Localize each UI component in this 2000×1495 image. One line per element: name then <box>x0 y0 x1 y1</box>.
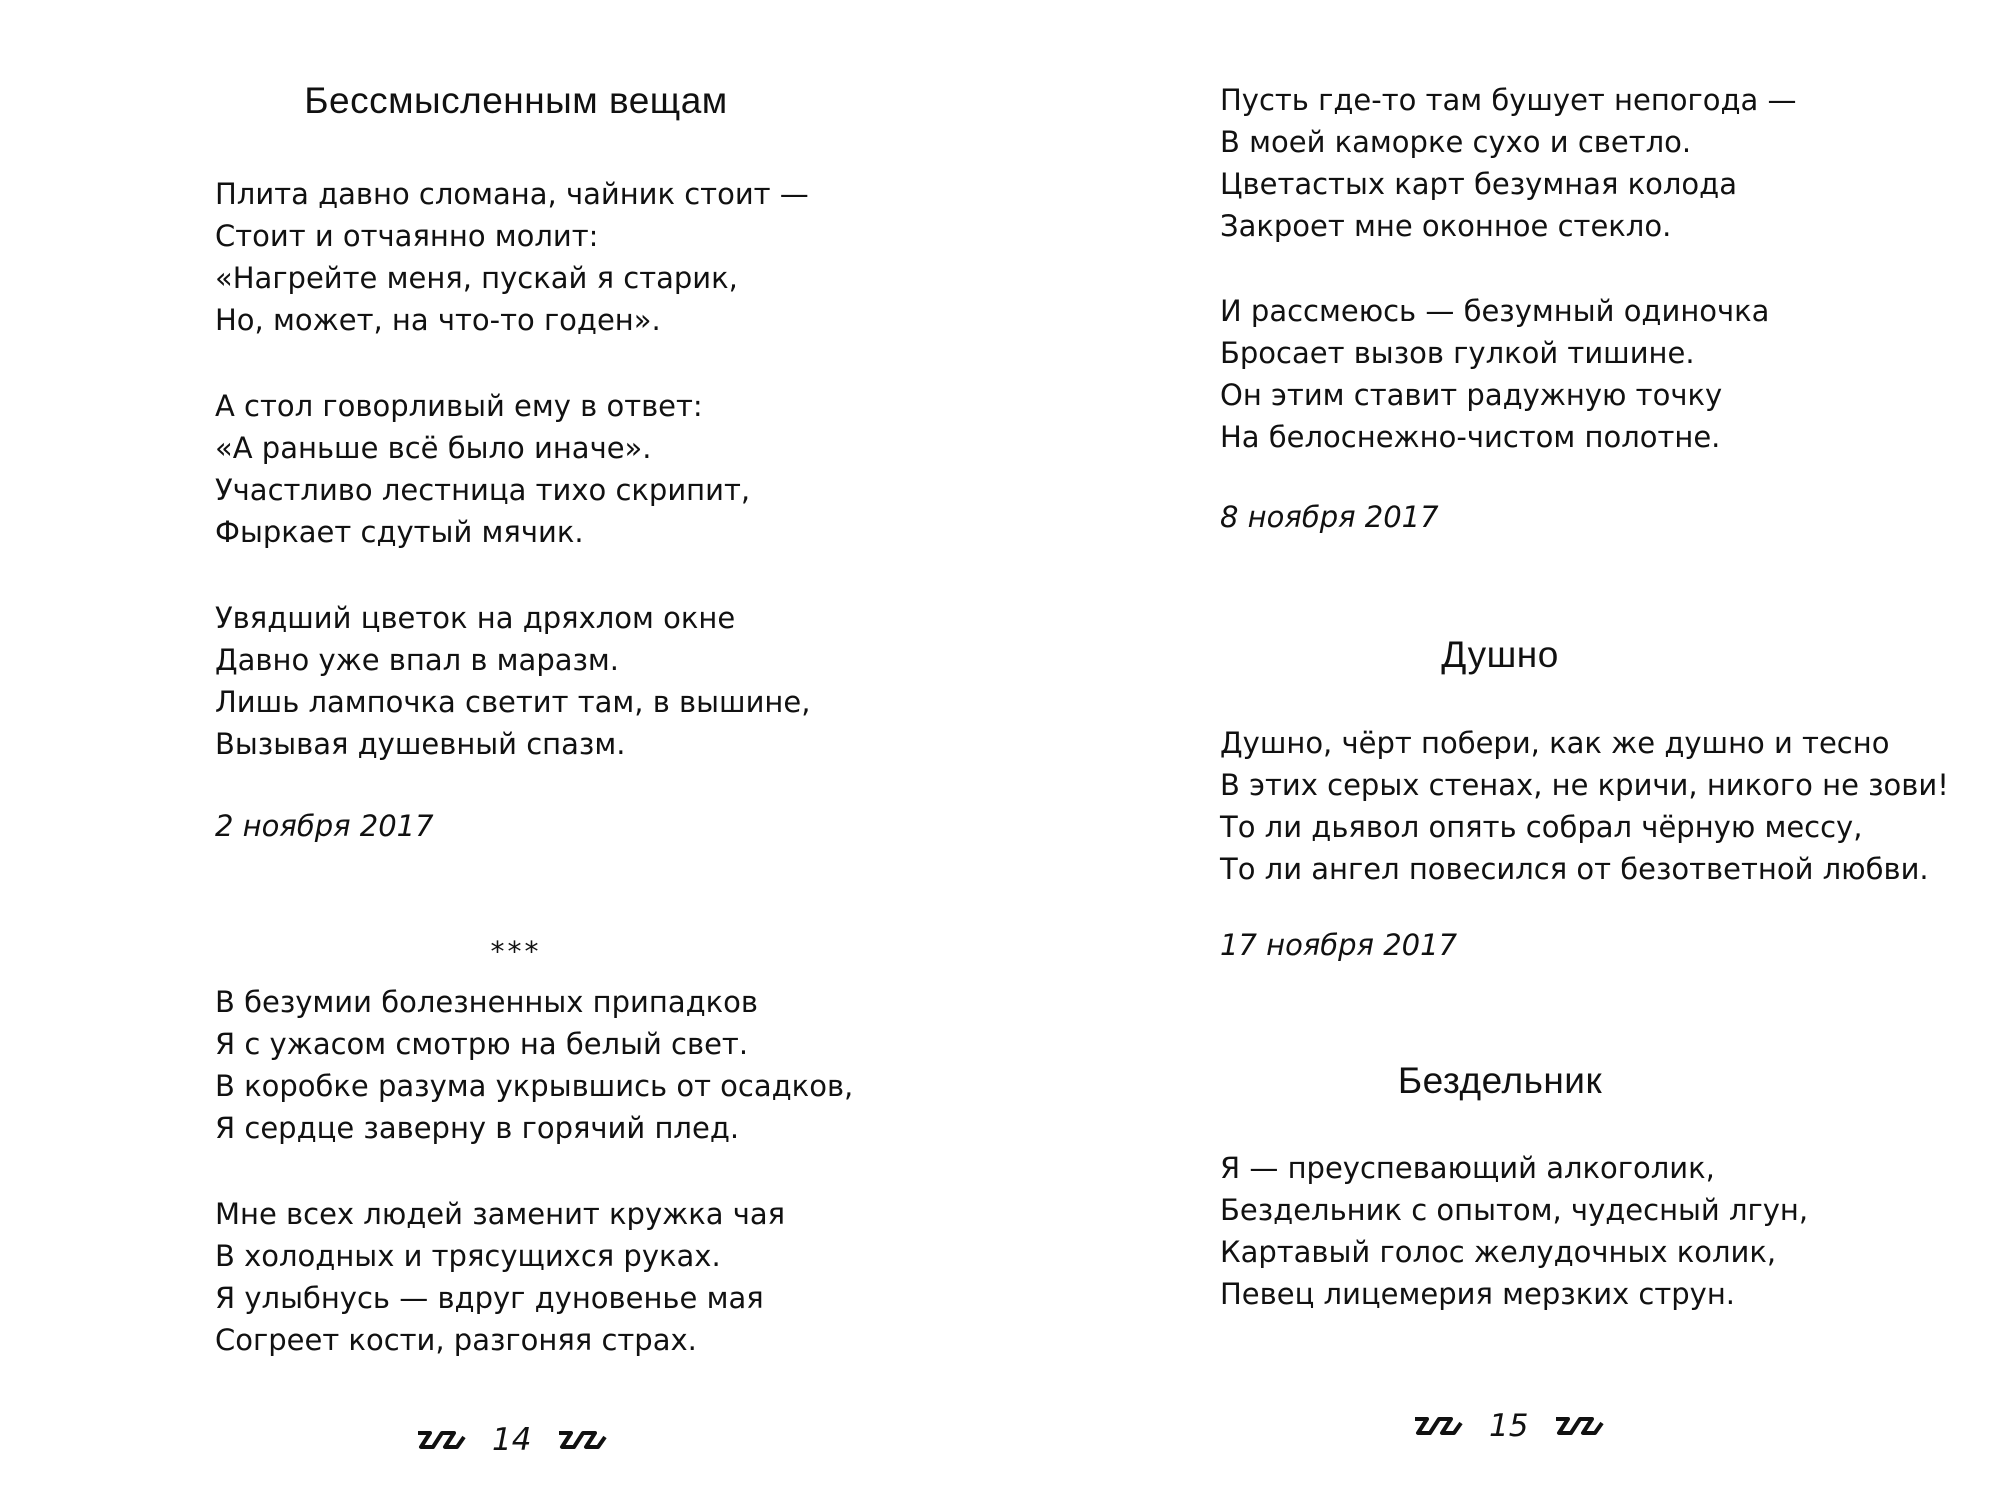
poem-line: В безумии болезненных припадков <box>215 985 758 1019</box>
page-number: 15 <box>1489 1408 1529 1444</box>
poem-line: Мне всех людей заменит кружка чая <box>215 1197 786 1231</box>
poem-line: Пусть где-то там бушует непогода — <box>1220 83 1797 117</box>
page-number: 14 <box>492 1422 532 1458</box>
poem-date: 17 ноября 2017 <box>1220 928 1458 962</box>
poem-title-asterisks: *** <box>490 935 542 968</box>
poem-line: «А раньше всё было иначе». <box>215 431 652 465</box>
poem-line: Он этим ставит радужную точку <box>1220 378 1723 412</box>
poem-line: Участливо лестница тихо скрипит, <box>215 473 751 507</box>
poem-line: В моей каморке сухо и светло. <box>1220 125 1692 159</box>
poem-line: Я сердце заверну в горячий плед. <box>215 1111 740 1145</box>
zigzag-ornament-icon <box>557 1429 607 1451</box>
poem-line: Но, может, на что-то годен». <box>215 303 661 337</box>
stanza <box>215 385 750 553</box>
poem-line: Бездельник с опытом, чудесный лгун, <box>1220 1193 1809 1227</box>
stanza <box>215 597 810 765</box>
stanza <box>1220 290 1769 458</box>
poem-line: Душно, чёрт побери, как же душно и тесно <box>1220 726 1890 760</box>
poem-line: Я — преуспевающий алкоголик, <box>1220 1151 1715 1185</box>
zigzag-ornament-icon <box>1413 1415 1463 1437</box>
poem-line: Согреет кости, разгоняя страх. <box>215 1323 697 1357</box>
right-page <box>1000 0 2000 1495</box>
stanza <box>215 173 809 341</box>
poem-title: Бездельник <box>1397 1060 1603 1101</box>
poem-line: «Нагрейте меня, пускай я старик, <box>215 261 738 295</box>
page-footer <box>416 1422 607 1458</box>
poem-line: Картавый голос желудочных колик, <box>1220 1235 1777 1269</box>
stanza <box>215 981 853 1149</box>
poem-date: 8 ноября 2017 <box>1220 500 1439 534</box>
poem-line: Бросает вызов гулкой тишине. <box>1220 336 1695 370</box>
poem-line: И рассмеюсь — безумный одиночка <box>1220 294 1770 328</box>
stanza <box>215 1193 785 1361</box>
poem-line: Певец лицемерия мерзких струн. <box>1220 1277 1736 1311</box>
poem-line: Плита давно сломана, чайник стоит — <box>215 177 809 211</box>
poem-line: На белоснежно-чистом полотне. <box>1220 420 1721 454</box>
poem-line: То ли дьявол опять собрал чёрную мессу, <box>1220 810 1863 844</box>
zigzag-ornament-icon <box>416 1429 466 1451</box>
poem-line: Я с ужасом смотрю на белый свет. <box>215 1027 749 1061</box>
poem-line: Давно уже впал в маразм. <box>215 643 620 677</box>
poem-title: Бессмысленным вещам <box>304 80 728 121</box>
stanza <box>1220 722 1949 890</box>
zigzag-ornament-icon <box>1554 1415 1604 1437</box>
poem-line: Стоит и отчаянно молит: <box>215 219 599 253</box>
poem-line: Вызывая душевный спазм. <box>215 727 626 761</box>
poem-line: Фыркает сдутый мячик. <box>215 515 584 549</box>
stanza <box>1220 79 1797 247</box>
poem-line: В коробке разума укрывшись от осадков, <box>215 1069 854 1103</box>
poem-line: А стол говорливый ему в ответ: <box>215 389 703 423</box>
page-footer <box>1413 1408 1604 1444</box>
poem-line: Закроет мне оконное стекло. <box>1220 209 1672 243</box>
poem-line: То ли ангел повесился от безответной любви. <box>1220 852 1929 886</box>
poem-title: Душно <box>1441 634 1559 675</box>
poem-line: Цветастых карт безумная колода <box>1220 167 1737 201</box>
poem-date: 2 ноября 2017 <box>215 809 434 843</box>
poem-line: В холодных и трясущихся руках. <box>215 1239 721 1273</box>
poem-line: Увядший цветок на дряхлом окне <box>215 601 736 635</box>
poem-line: Лишь лампочка светит там, в вышине, <box>215 685 811 719</box>
stanza <box>1220 1147 1808 1315</box>
poem-line: Я улыбнусь — вдруг дуновенье мая <box>215 1281 764 1315</box>
poem-line: В этих серых стенах, не кричи, никого не зови! <box>1220 768 1949 802</box>
